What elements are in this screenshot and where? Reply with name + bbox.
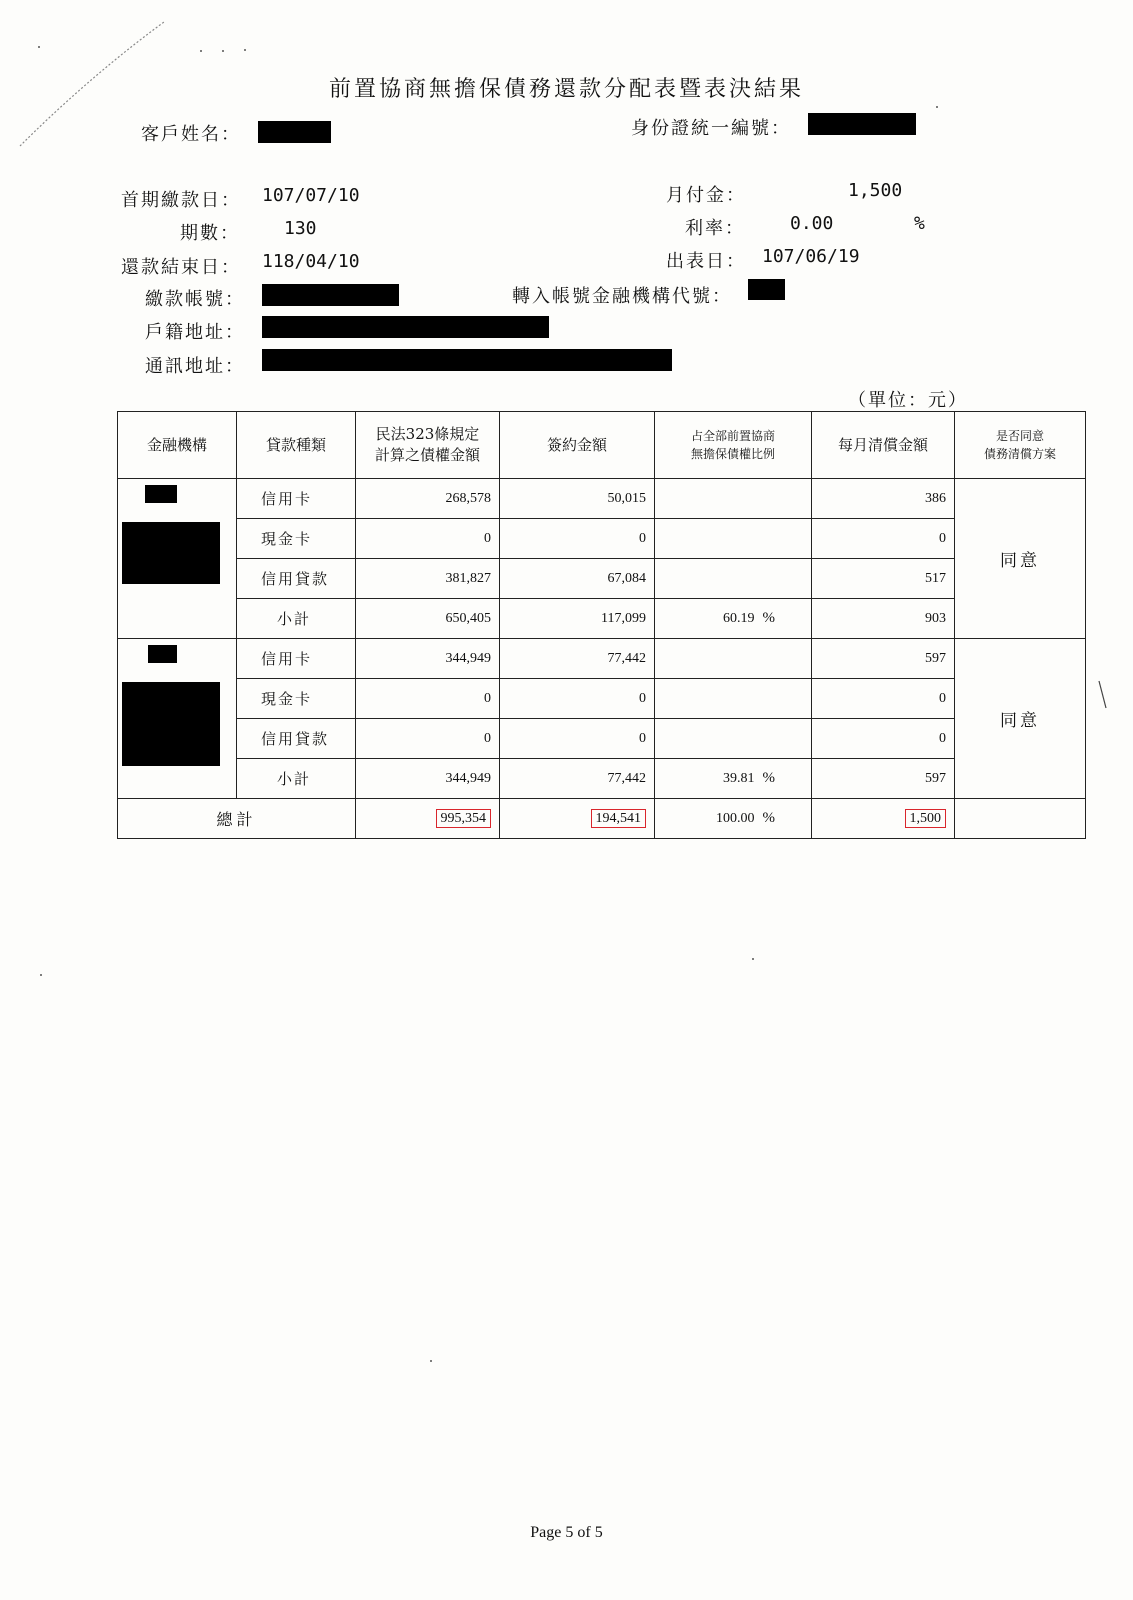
monthly-payment-cell: 517 (812, 559, 955, 599)
contract-amount-cell: 77,442 (500, 639, 655, 679)
claim-amount-cell: 344,949 (356, 639, 500, 679)
header-agree-line2: 債務清償方案 (983, 447, 1056, 461)
header-ratio-line1: 占全部前置協商 (690, 429, 775, 443)
header-agree-line1: 是否同意 (995, 429, 1044, 443)
contract-amount-cell: 117,099 (500, 599, 655, 639)
ratio-cell (655, 759, 812, 799)
issue-date-label: 出表日： (666, 251, 746, 272)
table-header-row (118, 412, 1086, 479)
redacted-bank-code (145, 485, 177, 503)
total-label: 總計 (118, 799, 356, 839)
id-number-label: 身份證統一編號： (631, 118, 791, 139)
transfer-bank-code-label: 轉入帳號金融機構代號： (512, 286, 732, 307)
monthly-payment-cell: 597 (812, 759, 955, 799)
header-ratio-line2: 無擔保債權比例 (690, 447, 775, 461)
monthly-payment-value: 1,500 (848, 180, 903, 201)
subtotal-label: 小計 (237, 759, 356, 799)
claim-amount-cell: 0 (356, 519, 500, 559)
redacted-customer-name (258, 121, 331, 143)
ratio-cell (655, 559, 812, 599)
header-claim-line2: 計算之債權金額 (374, 446, 480, 464)
total-ratio-cell (655, 799, 812, 839)
ratio-cell (655, 719, 812, 759)
monthly-payment-cell: 386 (812, 479, 955, 519)
institution-cell-1 (118, 479, 237, 639)
contract-amount-cell: 0 (500, 719, 655, 759)
redacted-mailing-address (262, 349, 672, 371)
agree-cell: 同意 (955, 479, 1086, 639)
total-claim-cell (356, 799, 500, 839)
header-agree (955, 412, 1086, 479)
claim-amount-cell: 0 (356, 719, 500, 759)
loan-type-cell: 信用貸款 (237, 559, 356, 599)
periods-value: 130 (284, 218, 317, 239)
loan-type-cell: 信用卡 (237, 479, 356, 519)
loan-type-cell: 現金卡 (237, 679, 356, 719)
interest-rate-unit: % (914, 213, 925, 234)
claim-amount-cell: 650,405 (356, 599, 500, 639)
first-payment-value: 107/07/10 (262, 185, 360, 206)
margin-mark (1098, 680, 1108, 710)
scan-speck (222, 50, 224, 52)
subtotal-label: 小計 (237, 599, 356, 639)
scan-speck (200, 50, 202, 52)
claim-amount-cell: 268,578 (356, 479, 500, 519)
header-claim-line1: 民法323條規定 (375, 425, 480, 443)
ratio-cell (655, 679, 812, 719)
loan-type-cell: 信用卡 (237, 639, 356, 679)
header-claim-amount (356, 412, 500, 479)
table-row (118, 639, 1086, 679)
table-row (118, 679, 1086, 719)
total-ratio-unit: % (762, 810, 775, 826)
total-claim-value: 995,354 (436, 809, 492, 828)
redacted-bank-name (122, 522, 220, 584)
subtotal-row (118, 759, 1086, 799)
total-agree-cell (955, 799, 1086, 839)
repayment-allocation-table (117, 411, 1086, 839)
scan-speck (430, 1360, 432, 1362)
redacted-id-number (808, 113, 916, 135)
end-date-value: 118/04/10 (262, 251, 360, 272)
total-monthly-value: 1,500 (905, 809, 947, 828)
monthly-payment-label: 月付金： (666, 185, 746, 206)
ratio-unit: % (762, 770, 775, 786)
monthly-payment-cell: 903 (812, 599, 955, 639)
ratio-cell (655, 599, 812, 639)
contract-amount-cell: 50,015 (500, 479, 655, 519)
monthly-payment-cell: 0 (812, 719, 955, 759)
total-ratio-value: 100.00 (716, 811, 755, 826)
monthly-payment-cell: 597 (812, 639, 955, 679)
claim-amount-cell: 344,949 (356, 759, 500, 799)
redacted-account (262, 284, 399, 306)
ratio-value: 39.81 (723, 771, 755, 786)
ratio-cell (655, 639, 812, 679)
redacted-bank-code (148, 645, 177, 663)
agree-cell: 同意 (955, 639, 1086, 799)
header-institution: 金融機構 (118, 412, 237, 479)
monthly-payment-cell: 0 (812, 679, 955, 719)
total-row (118, 799, 1086, 839)
page-footer: Page 5 of 5 (530, 1524, 603, 1541)
scan-speck (936, 106, 938, 108)
end-date-label: 還款結束日： (121, 257, 241, 278)
household-address-label: 戶籍地址： (145, 322, 245, 343)
document-title: 前置協商無擔保債務還款分配表暨表決結果 (328, 77, 804, 102)
ratio-cell (655, 519, 812, 559)
mailing-address-label: 通訊地址： (145, 356, 245, 377)
contract-amount-cell: 0 (500, 519, 655, 559)
contract-amount-cell: 67,084 (500, 559, 655, 599)
interest-rate-label: 利率： (685, 218, 745, 239)
header-contract-amount: 簽約金額 (500, 412, 655, 479)
contract-amount-cell: 0 (500, 679, 655, 719)
loan-type-cell: 信用貸款 (237, 719, 356, 759)
monthly-payment-cell: 0 (812, 519, 955, 559)
scan-speck (40, 974, 42, 976)
interest-rate-value: 0.00 (790, 213, 834, 234)
institution-cell-2 (118, 639, 237, 799)
table-row (118, 519, 1086, 559)
redacted-household-address (262, 316, 549, 338)
subtotal-row (118, 599, 1086, 639)
claim-amount-cell: 381,827 (356, 559, 500, 599)
total-contract-cell (500, 799, 655, 839)
redacted-bank-name (122, 682, 220, 766)
customer-name-label: 客戶姓名： (141, 124, 241, 145)
table-row (118, 559, 1086, 599)
header-loan-type: 貸款種類 (237, 412, 356, 479)
loan-type-cell: 現金卡 (237, 519, 356, 559)
unit-label: （單位：元） (848, 390, 968, 411)
header-ratio (655, 412, 812, 479)
account-label: 繳款帳號： (145, 289, 245, 310)
total-monthly-cell (812, 799, 955, 839)
first-payment-label: 首期繳款日： (121, 190, 241, 211)
table-row (118, 479, 1086, 519)
header-monthly-payment: 每月清償金額 (812, 412, 955, 479)
ratio-value: 60.19 (723, 611, 755, 626)
contract-amount-cell: 77,442 (500, 759, 655, 799)
total-contract-value: 194,541 (591, 809, 647, 828)
ratio-unit: % (762, 610, 775, 626)
scan-speck (244, 49, 246, 51)
claim-amount-cell: 0 (356, 679, 500, 719)
scan-speck (752, 958, 754, 960)
table-row (118, 719, 1086, 759)
issue-date-value: 107/06/19 (762, 246, 860, 267)
redacted-bank-code (748, 279, 785, 300)
periods-label: 期數： (180, 223, 240, 244)
ratio-cell (655, 479, 812, 519)
